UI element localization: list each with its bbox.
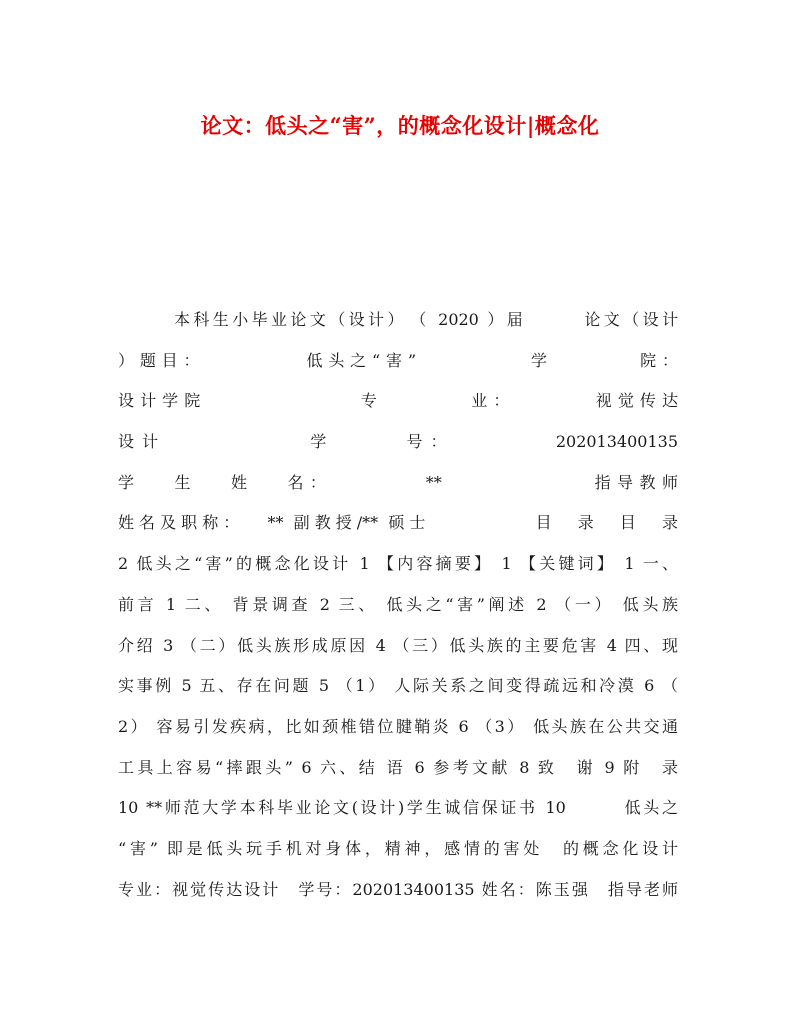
body-line: “害” 即是低头玩手机对身体，精神，感情的害处 的概念化设计 bbox=[118, 838, 678, 858]
body-line: 介绍 3 （二）低头族形成原因 4 （三）低头族的主要危害 4 四、现 bbox=[118, 635, 678, 655]
body-line: 设计学院 专 业： 视觉传达 bbox=[118, 391, 678, 411]
body-line: 姓名及职称： ** 副教授/** 硕士 目 录 目 录 bbox=[118, 513, 678, 533]
document-body bbox=[118, 300, 678, 910]
document-title: 论文：低头之“害”，的概念化设计|概念化 bbox=[200, 113, 600, 138]
body-line: 设计 学 号： 202013400135 bbox=[118, 432, 678, 452]
body-line: 专业：视觉传达设计 学号：202013400135 姓名：陈玉强 指导老师 bbox=[118, 879, 678, 899]
body-line: 2） 容易引发疾病，比如颈椎错位腱鞘炎 6 （3） 低头族在公共交通 bbox=[118, 716, 678, 736]
body-line: 学 生 姓 名： ** 指导教师 bbox=[118, 472, 678, 492]
body-line: 实事例 5 五、存在问题 5 （1） 人际关系之间变得疏远和冷漠 6 （ bbox=[118, 676, 678, 696]
body-line: 前言 1 二、 背景调查 2 三、 低头之“害”阐述 2 （一） 低头族 bbox=[118, 594, 678, 614]
body-line: ）题目： 低头之“害” 学 院： bbox=[118, 350, 678, 370]
body-line: 2 低头之“害”的概念化设计 1 【内容摘要】 1 【关键词】 1 一、 bbox=[118, 554, 678, 574]
body-line: 本科生小毕业论文（设计） （ 2020 ）届 论文（设计 bbox=[174, 310, 678, 329]
body-line: 工具上容易“摔跟头” 6 六、结 语 6 参考文献 8 致 谢 9 附 录 bbox=[118, 757, 678, 777]
body-line: 10 **师范大学本科毕业论文(设计)学生诚信保证书 10 低头之 bbox=[118, 798, 678, 818]
